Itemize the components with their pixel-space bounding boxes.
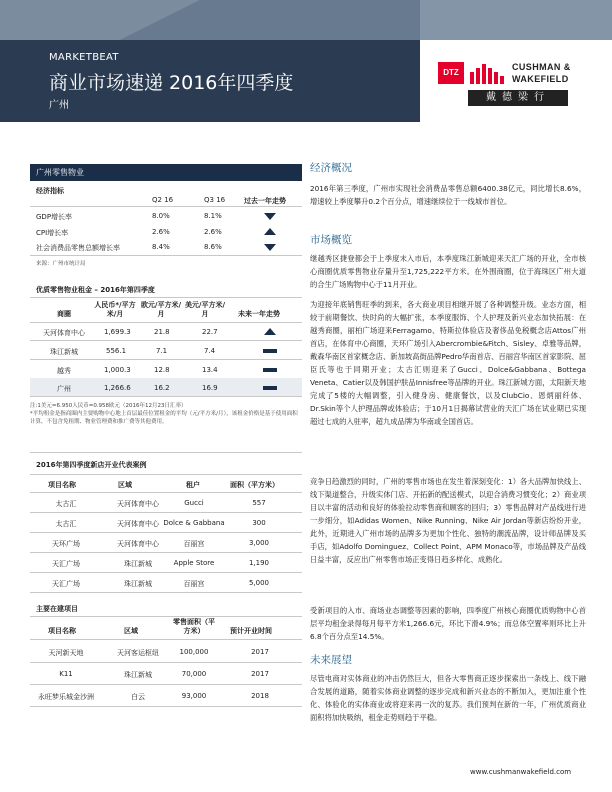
opening-project: 天汇广场	[52, 560, 80, 568]
rent-col-trend: 未来一年走势	[238, 310, 280, 318]
divider	[30, 340, 302, 341]
opening-area: 5,000	[248, 579, 270, 587]
divider	[30, 322, 302, 323]
indicator-q3: 8.1%	[204, 212, 222, 220]
indicator-label: CPI增长率	[36, 229, 69, 237]
heading-economy: 经济概况	[310, 162, 352, 174]
heading-outlook: 未来展望	[310, 654, 352, 666]
trend-flat-icon	[263, 386, 277, 390]
divider	[30, 592, 302, 593]
divider	[30, 706, 302, 707]
paragraph-outlook: 尽管电商对实体商业的冲击仍然巨大，但各大零售商正逐步探索出一条线上、线下融合发展的道路，随着实体商业调整的逐步完成和新兴业态的不断加入，更加注重个性化、体验化的实体商业或将迎来再一次的复苏。我们预判在新的一年，广州优质商业面积将加快吸纳，租金走势则趋于平稳。	[310, 674, 586, 722]
rent-usd: 13.4	[202, 366, 218, 374]
projects-col-year: 预计开业时间	[230, 627, 272, 635]
indicators-title: 经济指标	[36, 187, 64, 195]
projects-title: 主要在建项目	[36, 605, 78, 613]
opening-tenant: 百丽宫	[183, 540, 205, 548]
projects-col-district: 区域	[124, 627, 138, 635]
project-district: 珠江新城	[124, 671, 152, 679]
project-area: 70,000	[181, 670, 207, 678]
divider	[30, 616, 302, 617]
divider	[30, 359, 302, 360]
indicator-q2: 8.4%	[152, 243, 170, 251]
footer-url[interactable]: www.cushmanwakefield.com	[470, 768, 572, 776]
page-header	[0, 0, 612, 122]
project-district: 天河客运枢纽	[117, 649, 159, 657]
dtz-logo: DTZ	[438, 62, 464, 84]
opening-project: 太古汇	[55, 500, 77, 508]
openings-col-area: 面积（平方米）	[230, 481, 279, 489]
projects-col-project: 项目名称	[48, 627, 76, 635]
heading-market-overview: 市场概览	[310, 234, 352, 246]
opening-project: 太古汇	[55, 520, 77, 528]
rent-note-2: *平均租金是指商圈内主要购物中心地上首层最佳位置租金的平均（元/平方米/月），该租金价格是基于使用面积计算，不包含免租期、物业管理费和推广费等其他费用。	[30, 411, 298, 425]
opening-tenant: 百丽宫	[183, 580, 205, 588]
paragraph-economy: 2016年第三季度，广州市实现社会消费品零售总额6400.38亿元，同比增长8.6%，增速较上季度攀升0.2个百分点，增速继续位于一线城市首位。	[310, 184, 586, 206]
page-title: 商业市场速递 2016年四季度	[49, 72, 294, 94]
openings-col-tenant: 租户	[186, 481, 200, 489]
project-year: 2018	[251, 692, 269, 700]
rent-area: 越秀	[57, 367, 71, 375]
opening-district: 天河体育中心	[117, 520, 159, 528]
trend-up-icon	[264, 328, 276, 335]
divider	[30, 492, 302, 493]
divider	[30, 452, 302, 453]
divider	[30, 255, 302, 256]
divider	[30, 474, 302, 475]
paragraph-market-2: 为迎接年底销售旺季的到来，各大商业项目相继开展了各种调整升级。业态方面，相较于前期餐饮、快时尚的大幅扩张，本季度服饰、个人护理及新兴业态加快拓展：在越秀商圈，丽柏广场迎来Ferragamo、特斯拉体验店及奢侈品免税概念店Attos广州首店，在体育中心商圈，天环广场引入Abercrombie&Fitch、Sisley、卓雅等品牌，戴森华南区首家概念店、新加坡高街品牌Pedro华南首店、百丽宫华南区首家影院、屈臣氏等也于同期开业；太古汇则迎来了Gucci、Dolce&Gabbana、Bottega Veneta、Catier以及韩国护肤品Innisfree等品牌的开业。珠江新城方面，太阳新天地完成了5楼的大幅调整，引入健身房、健康餐饮，以及ClubCio、恩炳丽纤体、Dr.Skin等个人护理品牌或体验店；于10月1日揭幕试营业的天汇广场在试业期已实现超过七成的入驻率，超九成品牌为华南或全国首店。	[310, 300, 586, 426]
trend-flat-icon	[263, 349, 277, 353]
logo-text-line2: WAKEFIELD	[512, 74, 569, 84]
opening-area: 3,000	[248, 539, 270, 547]
rent-usd: 22.7	[202, 328, 218, 336]
paragraph-market-1: 继越秀区捷登都会于上季度末入市后，本季度珠江新城迎来天汇广场的开业，全市核心商圈优质零售物业存量升至1,725,222平方米。在外围商圈，位于海珠区广州大道的合生广场购物中心于11月开业。	[310, 254, 586, 289]
logo-chinese-name: 戴德梁行	[468, 90, 568, 106]
project-year: 2017	[251, 670, 269, 678]
indicator-q3: 2.6%	[204, 228, 222, 236]
rent-col-area: 商圈	[57, 310, 71, 318]
trend-flat-icon	[263, 368, 277, 372]
divider	[30, 662, 302, 663]
rent-eur: 21.8	[154, 328, 170, 336]
divider	[30, 552, 302, 553]
indicator-q2: 8.0%	[152, 212, 170, 220]
opening-district: 珠江新城	[124, 580, 152, 588]
rent-col-eur: 欧元/平方米/月	[140, 301, 182, 318]
opening-district: 天河体育中心	[117, 500, 159, 508]
openings-col-project: 项目名称	[48, 481, 76, 489]
opening-tenant: Dolce & Gabbana	[163, 519, 225, 527]
rent-rmb: 1,000.3	[104, 366, 131, 374]
trend-down-icon	[264, 244, 276, 251]
divider	[30, 532, 302, 533]
indicator-label: 社会消费品零售总额增长率	[36, 244, 120, 252]
rent-col-usd: 美元/平方米/月	[184, 301, 226, 318]
company-logo	[438, 62, 571, 108]
opening-tenant: Gucci	[184, 499, 204, 507]
openings-col-district: 区域	[118, 481, 132, 489]
project-year: 2017	[251, 648, 269, 656]
rent-area: 广州	[57, 385, 71, 393]
indicators-col-q3: Q3 16	[204, 196, 226, 204]
rent-eur: 7.1	[156, 347, 168, 355]
rent-note-1: 注:1美元=6.950人民币=0.958欧元（2016年12月23日汇率）	[30, 403, 187, 409]
indicator-q2: 2.6%	[152, 228, 170, 236]
project-name: 永旺梦乐城金沙洲	[38, 693, 94, 701]
rent-usd: 7.4	[204, 347, 216, 355]
divider	[30, 572, 302, 573]
rent-eur: 16.2	[154, 384, 170, 392]
city-label: 广州	[49, 100, 69, 111]
section-title-bar: 广州零售物业	[30, 164, 302, 181]
rent-rmb: 1,699.3	[104, 328, 131, 336]
paragraph-market-3: 竞争日趋激烈的同时，广州的零售市场也在发生着深刻变化：1）各大品牌加快线上、线下渠道整合，升级实体门店、开拓新的配送模式，以迎合消费习惯变化；2）商业项目以丰富的活动和良好的体验拉动零售商和顾客的回归；3）零售品牌对产品线进行进一步细分，如Adidas Women、Nike Running、Nike Air Jordan等新店纷纷开业，此外，近期进入广州市场的品牌多为更加个性化、独特的潮流品牌，设计师品牌及买手店，如Adolfo Dominguez、Collect Point、APM Monaco等，市场品牌及产品线日益丰富，反应出广州零售市场正变得日趋多样化、成熟化。	[310, 477, 586, 564]
opening-area: 300	[252, 519, 266, 527]
skyline-logo-icon	[468, 62, 508, 84]
divider	[30, 512, 302, 513]
rent-area: 珠江新城	[50, 348, 78, 356]
opening-project: 天环广场	[52, 540, 80, 548]
divider	[30, 684, 302, 685]
opening-project: 天汇广场	[52, 580, 80, 588]
rent-area: 天河体育中心	[43, 329, 85, 337]
project-area: 93,000	[181, 692, 207, 700]
opening-area: 1,190	[248, 559, 270, 567]
logo-text-line1: CUSHMAN &	[512, 62, 571, 72]
project-district: 白云	[131, 693, 145, 701]
project-name: 天河新天地	[48, 649, 84, 657]
opening-area: 557	[252, 499, 266, 507]
project-area: 100,000	[179, 648, 209, 656]
trend-down-icon	[264, 213, 276, 220]
divider	[30, 396, 302, 397]
indicators-col-trend: 过去一年走势	[244, 197, 286, 205]
openings-title: 2016年第四季度新店开业代表案例	[36, 461, 147, 469]
indicators-source: 来源：广州市统计局	[36, 261, 86, 267]
rent-rmb: 556.1	[106, 347, 127, 355]
report-series: MARKETBEAT	[49, 52, 119, 63]
indicator-label: GDP增长率	[36, 213, 73, 221]
indicators-col-q2: Q2 16	[152, 196, 174, 204]
paragraph-market-4: 受新项目的入市、商场业态调整等因素的影响，四季度广州核心商圈优质购物中心首层平均租金录得每月每平方米1,266.6元，环比下滑4.9%；而总体空置率则环比上升6.8个百分点至14.5%。	[310, 606, 586, 641]
opening-tenant: Apple Store	[173, 559, 215, 567]
rent-table-title: 优质零售物业租金 – 2016年第四季度	[36, 286, 155, 294]
divider	[30, 297, 302, 298]
indicator-q3: 8.6%	[204, 243, 222, 251]
opening-district: 珠江新城	[124, 560, 152, 568]
rent-usd: 16.9	[202, 384, 218, 392]
projects-col-area: 零售面积（平方米）	[173, 618, 215, 635]
project-name: K11	[59, 670, 73, 678]
rent-rmb: 1,266.6	[104, 384, 131, 392]
opening-district: 天河体育中心	[117, 540, 159, 548]
divider	[30, 639, 302, 640]
trend-up-icon	[264, 228, 276, 235]
divider	[30, 206, 302, 207]
rent-eur: 12.8	[154, 366, 170, 374]
rent-col-rmb: 人民币*/平方米/月	[94, 301, 136, 318]
